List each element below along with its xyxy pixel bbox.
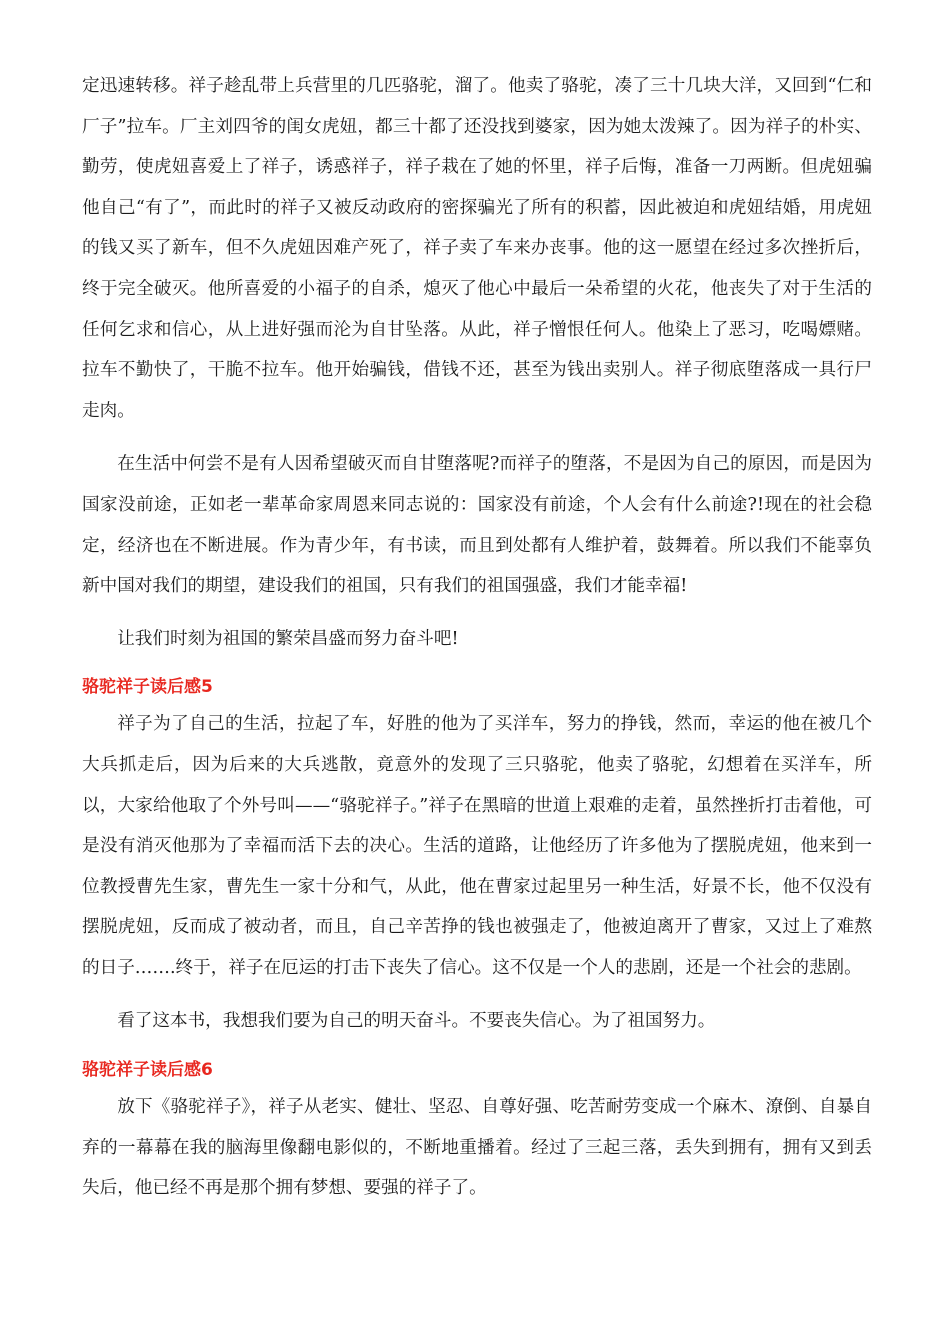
paragraph-section5-closing: 看了这本书，我想我们要为自己的明天奋斗。不要丧失信心。为了祖国努力。 (117, 1011, 716, 1032)
paragraph-gap (82, 659, 872, 670)
document-body (82, 66, 872, 1209)
paragraph-section5-body: 祥子为了自己的生活，拉起了车，好胜的他为了买洋车，努力的挣钱，然而，幸运的他在被几个大兵抓走后，因为后来的大兵逃散，竟意外的发现了三只骆驼，他卖了骆驼，幻想着在买洋车，所以，大家给他取了个外号叫——“骆驼祥子。”祥子在黑暗的世道上艰难的走着，虽然挫折打击着他，可是没有消灭他那为了幸福而活下去的决心。生活的道路，让他经历了许多他为了摆脱虎妞，他来到一位教授曹先生家，曹先生一家十分和气，从此，他在曹家过起里另一种生活，好景不长，他不仅没有摆脱虎妞，反而成了被动者，而且，自己辛苦挣的钱也被强走了，他被迫离开了曹家，又过上了难熬的日子…….终于，祥子在厄运的打击下丧失了信心。这不仅是一个人的悲剧，还是一个社会的悲剧。 (82, 714, 872, 978)
paragraph-continued: 定迅速转移。祥子趁乱带上兵营里的几匹骆驼，溜了。他卖了骆驼，凑了三十几块大洋，又回到“仁和厂子”拉车。厂主刘四爷的闺女虎妞，都三十都了还没找到婆家，因为她太泼辣了。因为祥子的朴实、勤劳，使虎妞喜爱上了祥子，诱惑祥子，祥子栽在了她的怀里，祥子后悔，准备一刀两断。但虎妞骗他自己“有了”，而此时的祥子又被反动政府的密探骗光了所有的积蓄，因此被迫和虎妞结婚，用虎妞的钱又买了新车，但不久虎妞因难产死了，祥子卖了车来办丧事。他的这一愿望在经过多次挫折后，终于完全破灭。他所喜爱的小福子的自杀，熄灭了他心中最后一朵希望的火花，他丧失了对于生活的任何乞求和信心，从上进好强而沦为自甘坠落。从此，祥子憎恨任何人。他染上了恶习，吃喝嫖赌。拉车不勤快了，干脆不拉车。他开始骗钱，借钱不还，甚至为钱出卖别人。祥子彻底堕落成一具行尸走肉。 (82, 76, 872, 421)
paragraph-gap (82, 431, 872, 444)
section-heading-6: 骆驼祥子读后感6 (82, 1060, 213, 1081)
paragraph-gap (82, 1042, 872, 1053)
paragraph-reflection: 在生活中何尝不是有人因希望破灭而自甘堕落呢?而祥子的堕落，不是因为自己的原因，而是因为国家没前途，正如老一辈革命家周恩来同志说的：国家没有前途，个人会有什么前途?!现在的社会稳定，经济也在不断进展。作为青少年，有书读，而且到处都有人维护着，鼓舞着。所以我们不能辜负新中国对我们的期望，建设我们的祖国，只有我们的祖国强盛，我们才能幸福! (82, 454, 872, 597)
paragraph-gap (82, 607, 872, 619)
paragraph-closing: 让我们时刻为祖国的繁荣昌盛而努力奋斗吧! (117, 628, 459, 649)
section-heading-5: 骆驼祥子读后感5 (82, 677, 213, 698)
paragraph-gap (82, 988, 872, 1001)
paragraph-section6-body: 放下《骆驼祥子》，祥子从老实、健壮、坚忍、自尊好强、吃苦耐劳变成一个麻木、潦倒、自暴自弃的一幕幕在我的脑海里像翻电影似的，不断地重播着。经过了三起三落，丢失到拥有，拥有又到丢失后，他已经不再是那个拥有梦想、要强的祥子了。 (82, 1097, 872, 1199)
